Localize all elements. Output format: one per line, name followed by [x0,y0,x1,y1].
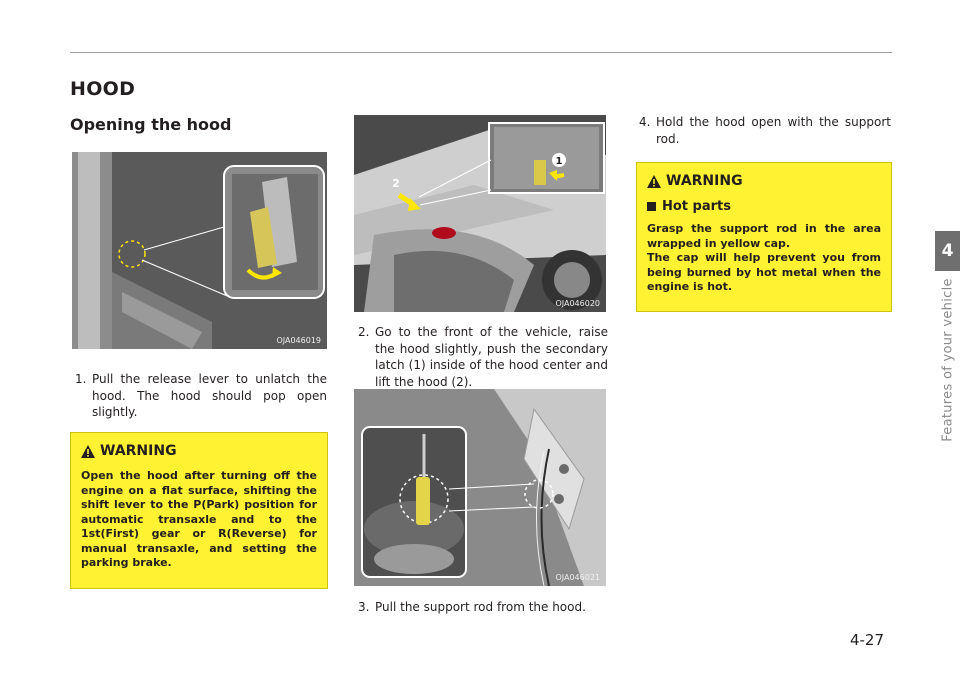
warning-text-2a: Grasp the support rod in the area wrapped in yellow cap. [647,222,881,250]
figure-code-1: OJA046019 [276,336,321,345]
warning-subheading-text: Hot parts [662,199,731,214]
callout-2: 2 [392,177,400,190]
warning-box-1 [70,432,328,589]
figure-code-3: OJA046021 [555,573,600,582]
warning-text-1: Open the hood after turning off the engine on a flat surface, shifting the shift lever to the P(Park) position for automatic transaxle and to the 1st(First) gear or R(Reverse) for manual transaxle, and setting the parking brake. [81,469,317,569]
bullet-square-icon [647,202,656,211]
figure-support-rod [354,389,606,586]
step-3-text: Pull the support rod from the hood. [375,600,586,614]
vehicle-front-illustration [354,115,606,312]
warning-box-2 [636,162,892,312]
warning-triangle-icon [647,175,661,188]
chapter-label: Features of your vehicle [940,278,956,442]
step-4-number: 4. [639,115,651,129]
section-title: HOOD [70,78,136,100]
step-3-number: 3. [358,600,370,614]
figure-release-lever [72,152,327,349]
step-1-number: 1. [75,372,87,386]
step-4-text: Hold the hood open with the support rod. [656,115,891,146]
release-lever-illustration [72,152,327,349]
warning-subheading-2 [647,199,881,214]
warning-label-1: WARNING [100,443,177,459]
warning-heading-2 [647,173,881,189]
step-1-text: Pull the release lever to unlatch the hood. The hood should pop open slightly. [92,372,327,419]
step-4 [639,114,891,147]
support-rod-illustration [354,389,606,586]
warning-triangle-icon [81,445,95,458]
figure-front-of-vehicle [354,115,606,312]
step-2 [358,324,608,390]
step-2-number: 2. [358,325,370,339]
top-rule [70,52,892,53]
step-2-text: Go to the front of the vehicle, raise the hood slightly, push the secondary latch (1) inside of the hood center and lift the hood (2). [375,325,608,389]
warning-text-2b: The cap will help prevent you from being burned by hot metal when the engine is hot. [647,251,881,293]
step-1 [75,371,327,421]
chapter-tab: 4 [935,231,960,271]
subsection-title: Opening the hood [70,115,232,134]
warning-heading-1 [81,443,317,459]
step-3 [358,599,608,616]
figure-code-2: OJA046020 [555,299,600,308]
warning-label-2: WARNING [666,173,743,189]
page-number: 4-27 [849,631,884,649]
callout-1: 1 [555,156,563,167]
